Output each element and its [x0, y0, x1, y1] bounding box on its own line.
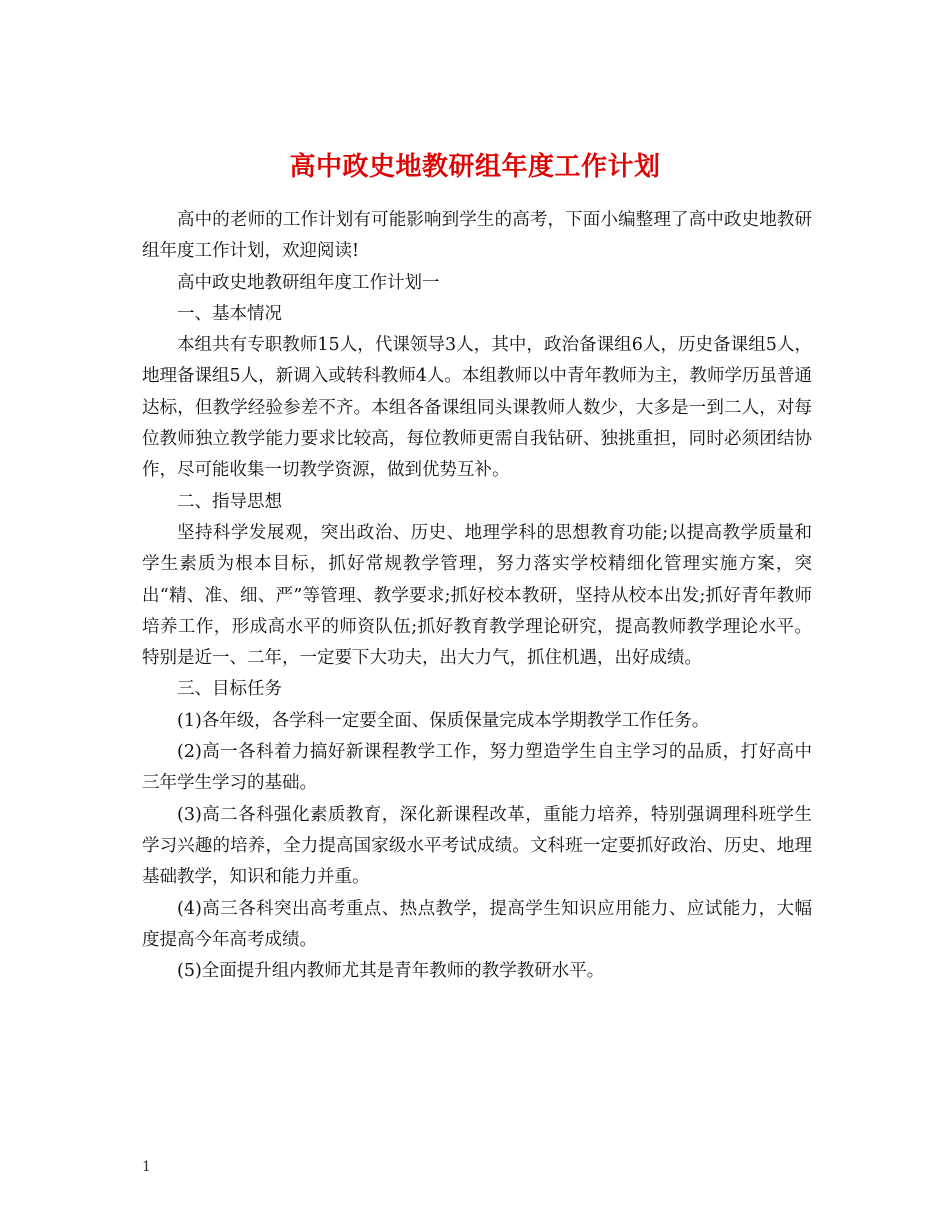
goal-item-4: (4)高三各科突出高考重点、热点教学，提高学生知识应用能力、应试能力，大幅度提高今年高考成绩。 [142, 898, 812, 950]
page-number: 1 [142, 1159, 151, 1175]
intro-paragraph: 高中的老师的工作计划有可能影响到学生的高考，下面小编整理了高中政史地教研组年度工作计划，欢迎阅读! [142, 210, 812, 262]
document-body [142, 205, 812, 987]
goal-item-2: (2)高一各科着力搞好新课程教学工作，努力塑造学生自主学习的品质，打好高中三年学生学习的基础。 [142, 742, 812, 794]
plan-heading: 高中政史地教研组年度工作计划一 [177, 272, 440, 293]
section-heading-guiding: 二、指导思想 [177, 491, 282, 512]
basic-situation-paragraph: 本组共有专职教师15人，代课领导3人，其中，政治备课组6人，历史备课组5人，地理备课组5人，新调入或转科教师4人。本组教师以中青年教师为主，教师学历虽普通达标，但教学经验参差不齐。本组各备课组同头课教师人数少，大多是一到二人，对每位教师独立教学能力要求比较高，每位教师更需自我钻研、独挑重担，同时必须团结协作，尽可能收集一切教学资源，做到优势互补。 [142, 335, 812, 481]
document-title: 高中政史地教研组年度工作计划 [289, 152, 661, 183]
section-heading-goals: 三、目标任务 [177, 679, 282, 700]
section-heading-basic: 一、基本情况 [177, 303, 282, 324]
goal-item-3: (3)高二各科强化素质教育，深化新课程改革，重能力培养，特别强调理科班学生学习兴趣的培养，全力提高国家级水平考试成绩。文科班一定要抓好政治、历史、地理基础教学，知识和能力并重。 [142, 804, 812, 888]
guiding-thought-paragraph: 坚持科学发展观，突出政治、历史、地理学科的思想教育功能;以提高教学质量和学生素质为根本目标，抓好常规教学管理，努力落实学校精细化管理实施方案，突出“精、准、细、严”等管理、教学要求;抓好校本教研，坚持从校本出发;抓好青年教师培养工作，形成高水平的师资队伍;抓好教育教学理论研究，提高教师教学理论水平。特别是近一、二年，一定要下大功夫，出大力气，抓住机遇，出好成绩。 [142, 522, 812, 669]
goal-item-1: (1)各年级，各学科一定要全面、保质保量完成本学期教学工作任务。 [177, 710, 710, 731]
goal-item-5: (5)全面提升组内教师尤其是青年教师的教学教研水平。 [177, 961, 605, 982]
